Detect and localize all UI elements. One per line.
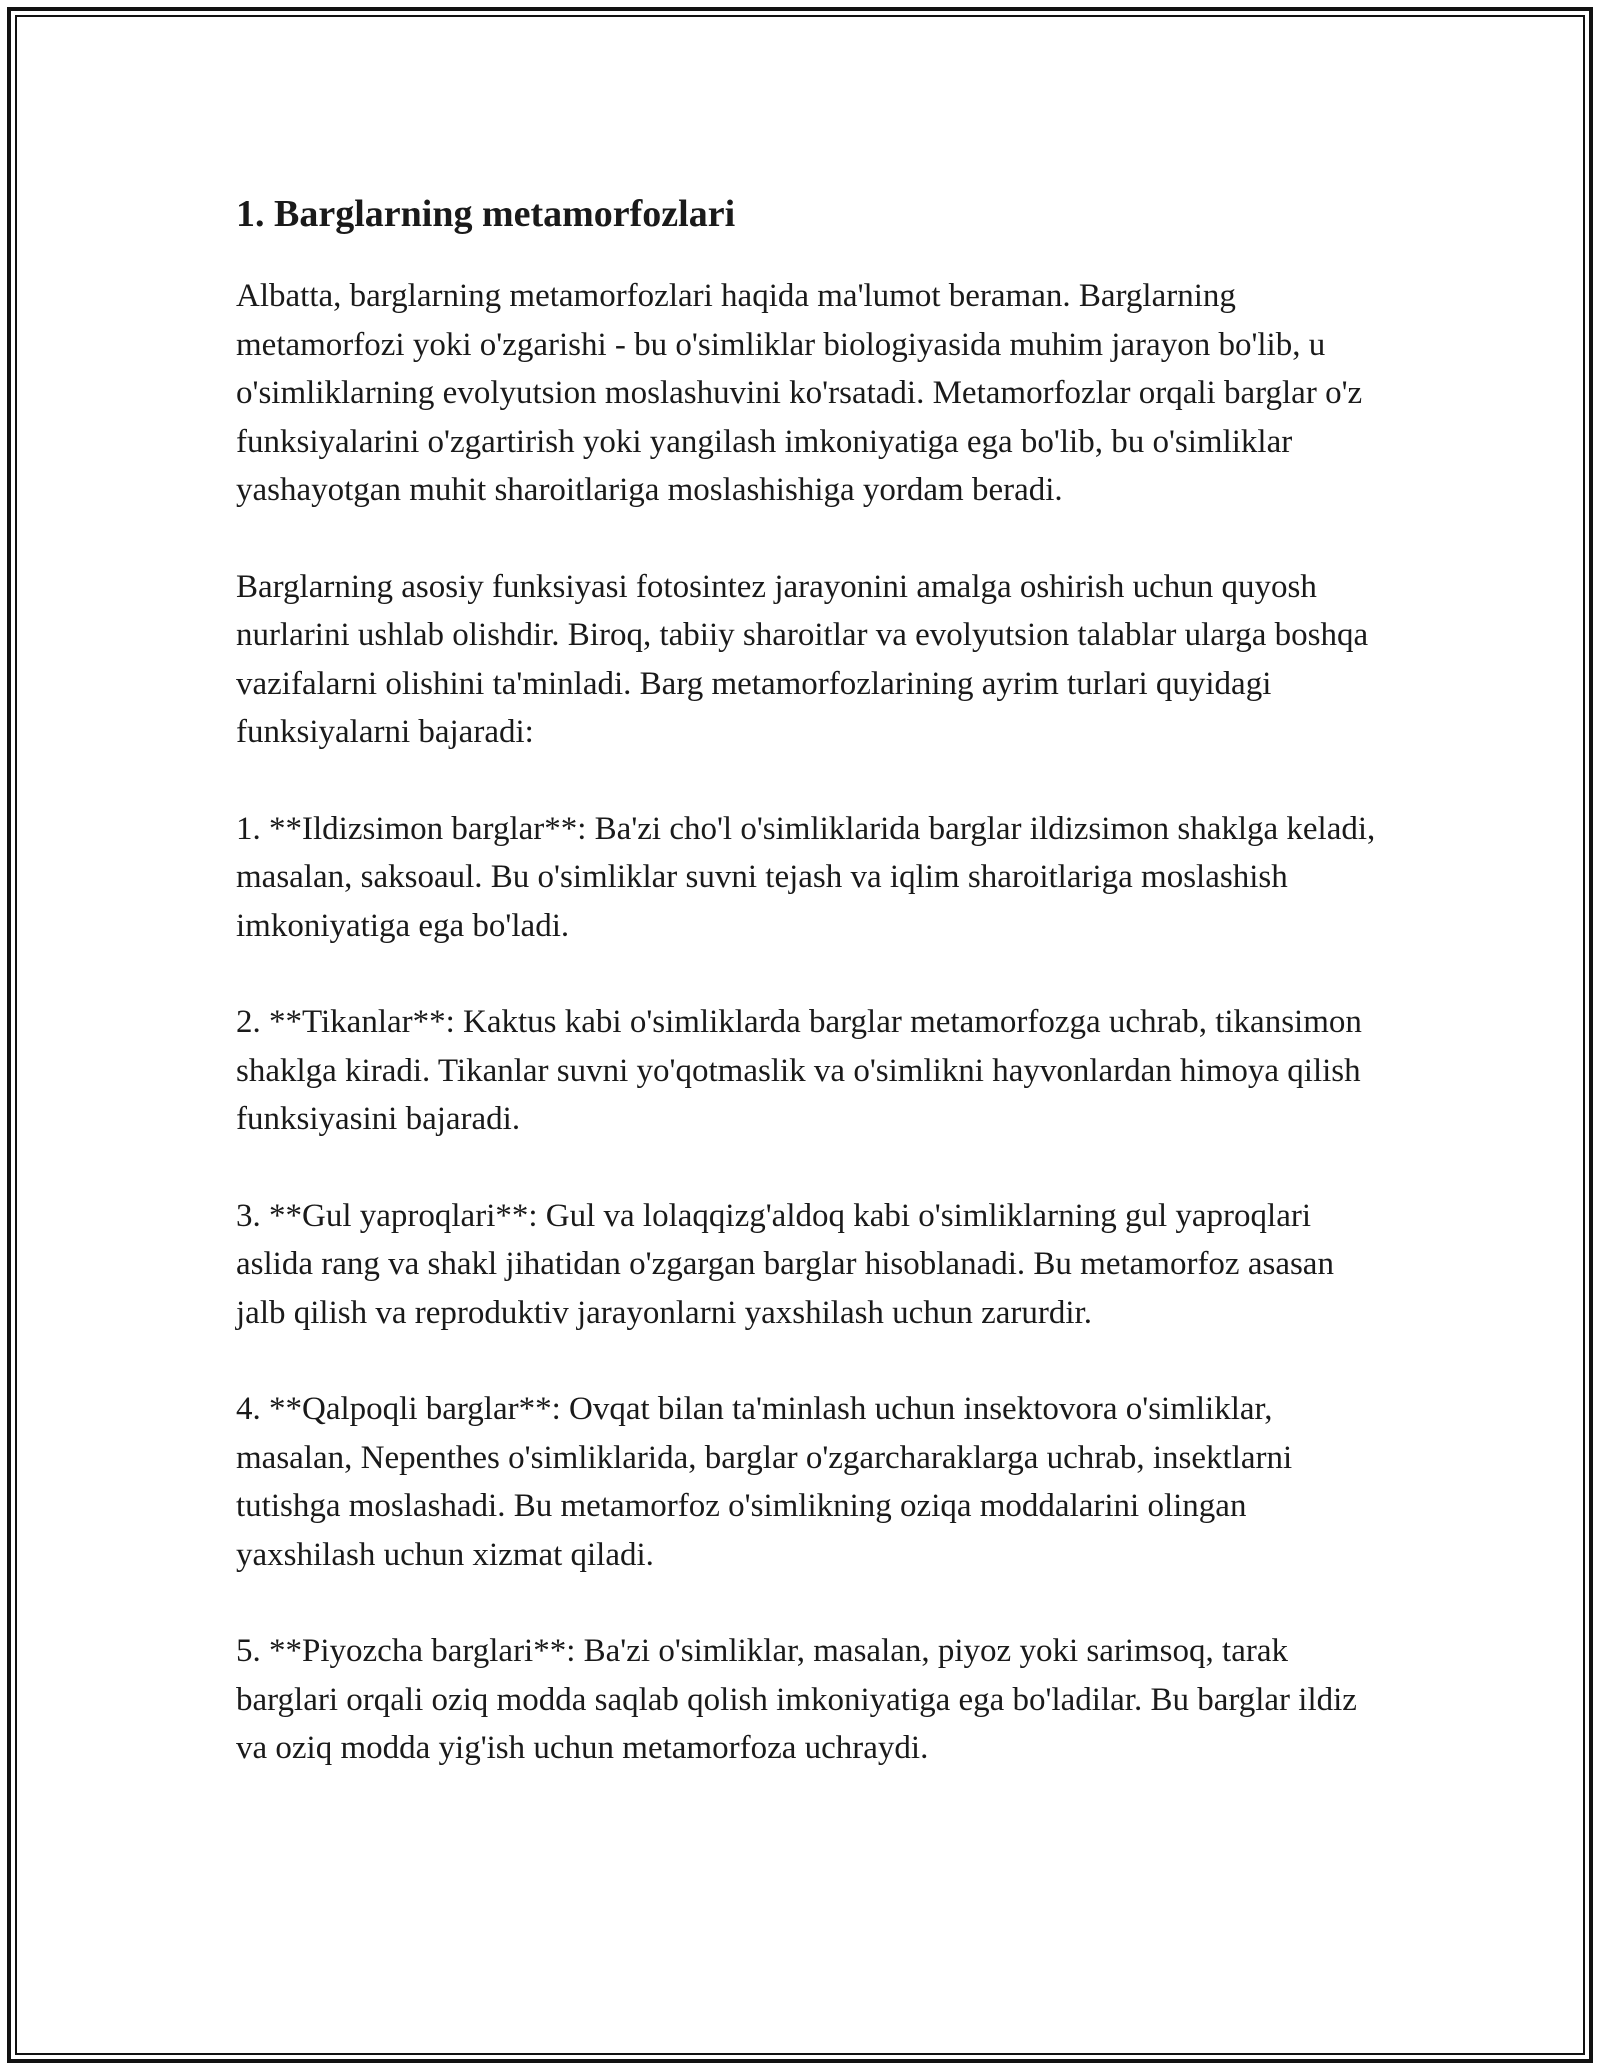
paragraph-intro: Albatta, barglarning metamorfozlari haqida ma'lumot beraman. Barglarning metamorfozi yoki o'zgarishi - bu o'simliklar biologiyasida muhim jarayon bo'lib, u o'simliklarning evolyutsion moslashuvini ko'rsatadi. Metamorfozlar orqali barglar o'z funksiyalarini o'zgartirish yoki yangilash imkoniyatiga ega bo'lib, bu o'simliklar yashayotgan muhit sharoitlariga moslashishiga yordam beradi. xyxy=(236,278,1363,508)
list-item-qalpoqli-barglar: 4. **Qalpoqli barglar**: Ovqat bilan ta'minlash uchun insektovora o'simliklar, masalan, Nepenthes o'simliklarida, barglar o'zgarcharaklarga uchrab, insektlarni tutishga moslashadi. Bu metamorfoz o'simlikning oziqa moddalarini olingan yaxshilash uchun xizmat qiladi. xyxy=(236,1391,1293,1573)
list-item-gul-yaproqlari: 3. **Gul yaproqlari**: Gul va lolaqqizg'aldoq kabi o'simliklarning gul yaproqlari aslida rang va shakl jihatidan o'zgargan barglar hisoblanadi. Bu metamorfoz asasan jalb qilish va reproduktiv jarayonlarni yaxshilash uchun zarurdir. xyxy=(236,1197,1334,1331)
list-item-tikanlar: 2. **Tikanlar**: Kaktus kabi o'simliklarda barglar metamorfozga uchrab, tikansimon shaklga kiradi. Tikanlar suvni yo'qotmaslik va o'simlikni hayvonlardan himoya qilish funksiyasini bajaradi. xyxy=(236,1004,1362,1137)
list-item-ildizsimon-barglar: 1. **Ildizsimon barglar**: Ba'zi cho'l o'simliklarida barglar ildizsimon shaklga keladi, masalan, saksoaul. Bu o'simliklar suvni tejash va iqlim sharoitlariga moslashish imkoniyatiga ega bo'ladi. xyxy=(236,810,1376,944)
document-title: 1. Barglarning metamorfozlari xyxy=(236,193,736,235)
paragraph-functions: Barglarning asosiy funksiyasi fotosintez jarayonini amalga oshirish uchun quyosh nurlarini ushlab olishdir. Biroq, tabiiy sharoitlar va evolyutsion talablar ularga boshqa vazifalarni olishini ta'minladi. Barg metamorfozlarining ayrim turlari quyidagi funksiyalarni bajaradi: xyxy=(236,568,1369,750)
document-body xyxy=(236,186,1386,1821)
list-item-piyozcha-barglari: 5. **Piyozcha barglari**: Ba'zi o'simliklar, masalan, piyoz yoki sarimsoq, tarak barglari orqali oziq modda saqlab qolish imkoniyatiga ega bo'ladilar. Bu barglar ildiz va oziq modda yig'ish uchun metamorfoza uchraydi. xyxy=(236,1633,1357,1766)
